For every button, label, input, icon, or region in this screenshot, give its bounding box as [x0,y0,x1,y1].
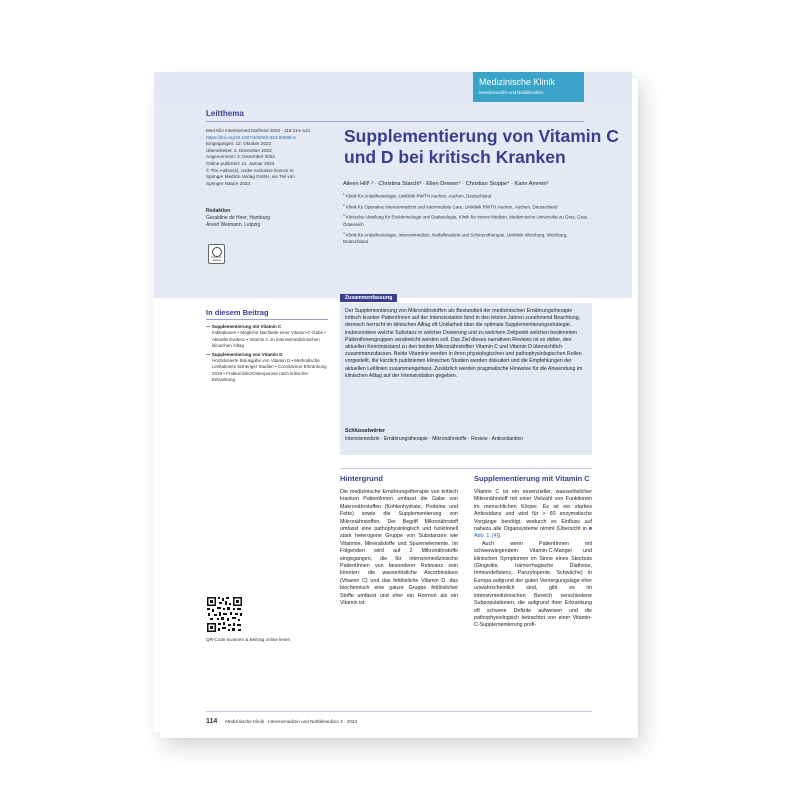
journal-subtitle: Intensivmedizin und Notfallmedizin [479,90,544,95]
section-heading-hintergrund: Hintergrund [340,474,383,483]
article-meta [206,128,334,187]
page-footer [206,718,357,725]
summary-text: Der Supplementierung von Mikronährstoffen als Bestandteil der medizinischen Ernährungstherapie kritisch kranker PatientInnen auf der Intensivstation fand in den letzten Jahren zunehmend Beachtung, dennoch herrscht im klinischen Alltag oft Unklarheit über die optimale Supplementierungsstrategie, insbesondere welche Substanz in welcher Dosierung und zu welchem Zeitpunkt welchen bestimmten PatientInnengruppen verabreicht werden soll. Das Ziel dieses narrativen Reviews ist es daher, den aktuellen Kenntnisstand zu den beiden Mikronährstoffen Vitamin C und Vitamin D übersichtlich zusammenzufassen. Beide Vitamine werden in ihren physiologischen und pathophysiologischen Rollen vorgestellt, die kürzlich publizierten klinischen Studien werden diskutiert und die Empfehlungen der aktuellen Leitlinien zusammengefasst. Zusätzlich werden pragmatische Hinweise für die Anwendung im klinischen Alltag auf der Intensivstation gegeben. [345,308,583,379]
contents-item[interactable] [206,352,328,384]
section-heading-vitamin-c: Supplementierung mit Vitamin C [474,474,590,483]
editor-name: Arved Weimann, Leipzig [206,222,261,228]
body-column-right: Vitamin C ist ein essenzieller, wasserlöslicher Mikronährstoff mit einer Vielzahl von Funktionen im menschlichen Körper. Es ist ein starkes Antioxidans und wird für > 60 enzymatische Vorgänge benötigt, wodurch es Einfluss auf nahezu alle Organsysteme nimmt (Übersicht in ■ Abb. 1; [4]). Auch wenn PatientInnen mit schwerwiegendem Vitamin-C-Mangel und klinischen Symptomen im Sinne eines Skorbuts (Gingivitis, hämorrhagische Diathese, Immundefizienz, Panzytopenie, Schwäche) in Europa aufgrund der guten Versorgungslage eher unwahrscheinlich sind, gibt es im intensivmedizinischen Bereich verschiedene Subpopulationen, die aufgrund ihrer Erkrankung oft schwere Defizite aufweisen und die pathophysiologisch betrachtet von einer Vitamin-C-Supplementierung profi- [474,489,592,629]
author-list: Aileen Hill¹˒² · Christina Starchl³ · Ellen Dresen⁴ · Christian Stoppe⁴ · Karin Amrein³ [343,181,549,187]
section-rule [206,121,584,122]
keywords: Intensivmedizin · Ernährungstherapie · Mikronährstoffe · Review · Antioxidantien [345,436,524,442]
contents-list [206,324,328,386]
summary-box [340,303,592,455]
body-column-left: Die medizinische Ernährungstherapie von kritisch kranken PatientInnen umfasst die Gabe von Makronährstoffen (Kohlenhydrate, Proteine und Fette) sowie die Supplementierung von Mikronährstoffen. Der Begriff Mikronährstoff umfasst eine pathophysiologisch und funktionell stark heterogene Gruppe von Substanzen wie Vitamine, Mineralstoffe und Spurenelemente. Im Folgenden wird auf 2 Mikronährstoffe eingegangen, die für intensivmedizinische PatientInnen von besonderer Relevanz sein könnten: die wasserlösliche Ascorbinsäure (Vitamin C) und das fettlösliche Vitamin D, das biochemisch eine ganze Gruppe fettlöslicher Stoffe umfasst und eher ein Hormon als ein Vitamin ist. [340,489,458,607]
qr-code-icon[interactable] [206,596,243,633]
citation: Med Klin Intensivmed Notfmed 2023 · 118:114–121 [206,128,311,133]
received-date: Eingegangen: 12. Oktober 2022 [206,141,272,147]
affiliation: $^2$ Klinik für Operative Intensivmedizin und Intermediate Care, Uniklinik RWTH Aachen, Aachen, Deutschland [343,202,558,209]
journal-header [473,72,584,102]
page-number: 114 [206,718,218,725]
license-line: © The Author(s), under exclusive licence to [206,167,294,173]
qr-caption: QR-Code scannen & Beitrag online lesen [206,637,291,642]
license-line: Springer Medizin Verlag GmbH, ein Teil von [206,174,295,180]
editors [206,208,270,229]
contents-item[interactable] [206,324,328,350]
affiliation: $^3$ Klinische Abteilung für Endokrinologie und Diabetologie, Klinik für Innere Medizin, Medizinische Universität zu Graz, Graz, Österreich [343,213,589,227]
accepted-date: Angenommen: 2. Dezember 2022 [206,154,275,160]
summary-heading: Zusammenfassung [340,294,397,302]
editor-name: Geraldine de Heer, Hamburg [206,215,270,221]
revised-date: Überarbeitet: 2. Dezember 2022 [206,147,272,153]
affiliation: $^4$ Klinik für Anästhesiologie, Intensivmedizin, Notfallmedizin und Schmerztherapie, Uniklinik Würzburg, Würzburg, Deutschland [343,230,568,244]
check-for-updates-icon[interactable] [208,244,225,264]
online-date: Online publiziert: 11. Januar 2023 [206,160,275,166]
keywords-heading: Schlüsselwörter [345,428,386,434]
license-line: Springer Nature 2023 [206,180,250,186]
sidebar-rule [206,319,328,320]
badge-text: Check for updates [211,256,222,262]
affiliation: $^1$ Klinik für Anästhesiologie, Uniklinik RWTH Aachen, Aachen, Deutschland [343,192,492,199]
article-title: Supplementierung von Vitamin C und D bei kritisch Kranken [344,126,619,167]
affiliations [343,191,593,247]
journal-title: Medizinische Klinik [479,77,556,87]
contents-text: Indikationen • Mögliche Nachteile einer Vitamin-C-Gabe • Aktuelle Evidenz • Vitamin C im intensivmedizinischen klinischen Alltag [212,330,326,349]
footer-text: Medizinische Klinik - Intensivmedizin und Notfallmedizin 2 · 2023 [225,719,358,724]
contents-section: — Supplementierung von Vitamin D [206,351,283,357]
section-label: Leitthema [206,109,244,118]
contents-section: — Supplementierung mit Vitamin C [206,324,282,329]
journal-page [154,72,632,732]
editors-label: Redaktion [206,208,231,214]
contents-text: Hochdosierte Bolusgabe von Vitamin D • Methodische Limitationen bisheriger Studien • Coronavirus-Erkrankung 2019 • Frakturrisiko/Osteoporose nach kritischer Erkrankung [212,358,327,383]
figure-reference-link[interactable]: ■ Abb. 1; [4] [474,526,592,540]
in-diesem-beitrag-heading: In diesem Beitrag [206,308,269,317]
doi-link[interactable]: https://doi.org/10.1007/s00063-022-00986-6 [206,134,296,140]
footer-rule [206,711,592,712]
body-rule [340,468,592,469]
